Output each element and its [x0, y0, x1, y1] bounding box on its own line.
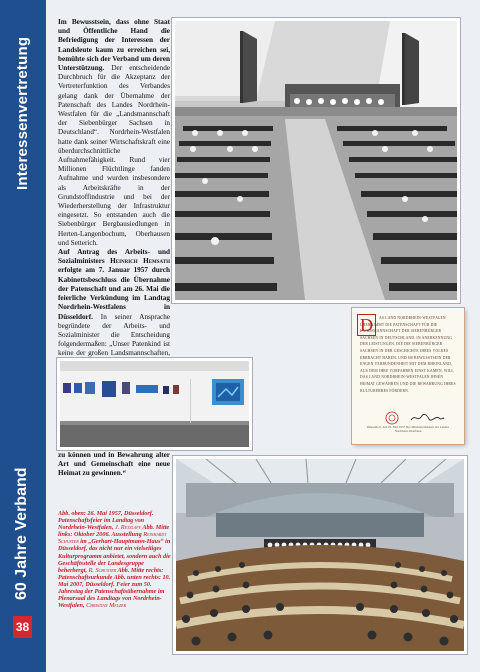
- section-title: Interessenvertretung: [14, 36, 31, 190]
- caption-segment: Reinhardt Schuster: [58, 531, 167, 546]
- article-text-segment: erfolgte am 7. Januar 1957 durch Kabinettsbeschluss die Übernahme der Patenschaft und am 26. Mai die feierliche Verkündung im Landtag Nordrhein-Westfalens in Düsseldorf.: [58, 266, 170, 321]
- photo-exhibition-2006: [57, 358, 252, 450]
- signature: [409, 413, 446, 423]
- document-footer: Düsseldorf, den 26. Mai 1957 Der Ministerpräsident des Landes Nordrhein-Westfalen: [367, 425, 449, 433]
- article-text-segment: Auf Antrag des Arbeits- und Sozialministers: [58, 248, 170, 266]
- photo-plenarsaal-2007: [173, 456, 467, 654]
- article-text-segment: Heinrich Hemsath: [110, 257, 170, 266]
- caption-segment: im „Gerhart-Hauptmann-Haus“ in Düsseldorf, das nicht nur ein vielseitiges Kulturprogramm anbietet, sondern auch die Geschäftsstelle der Landesgruppe beherbergt,: [58, 538, 171, 574]
- seal-icon: [385, 411, 399, 425]
- page-number: 38: [13, 616, 32, 638]
- caption-segment: Abb. oben: 26. Mai 1957, Düsseldorf. Patenschaftsfeier im Landtag von Nordrhein-Westfalen,: [58, 510, 154, 532]
- article-text-segment: Der entscheidende Durchbruch für die Akzeptanz der Vertreterfunktion des Verbandes gelang dank der Übernahme der Patenschaft des Landes Nordrhein-Westfalen für die „Landsmannschaft der Siebenbürger Sachsen in Deutschland“. Nordrhein-Westfalen hatte dank seiner Wirtschaftskraft eine überdurchschnittliche Aufnahmefähigkeit. Rund vier Millionen Flüchtlinge fanden Aufnahme und wurden insbesondere als Arbeitskräfte in der Grundstoffindustrie und bei der Wiederherstellung der Infrastruktur eingesetzt. So entstanden auch die Siebenbürger Bergbausiedlungen in Herten-Langenbochum, Oberhausen und Setterich.: [58, 64, 170, 247]
- series-title: 60 Jahre Verband: [13, 467, 30, 600]
- article-paragraph: [58, 18, 170, 248]
- image-caption: [58, 510, 172, 609]
- article-text-segment: zu können und in Bewahrung alter Art und Gemeinschaft eine neue Heimat zu gewinnen.“: [58, 450, 170, 477]
- patenschaftsurkunde: [352, 308, 464, 444]
- caption-segment: Abb. Mitte links: Oktober 2006. Ausstellung: [58, 524, 170, 539]
- caption-segment: Christian Melzer: [86, 602, 127, 610]
- caption-segment: J. Retzlaff: [114, 524, 142, 532]
- sidebar: [0, 0, 46, 672]
- document-text: AS LAND NORDRHEIN-WESTFALEN ÜBERNIMMT DIE PATENSCHAFT FÜR DIE LANDSMANNSCHAFT DER SIEBENBÜRGER SACHSEN IN DEUTSCHLAND. IN ANERKENNUNG DER LEISTUNGEN, DIE DIE SIEBENBÜRGER SACHSEN IN DER GESCHICHTE IHRES VOLKES ERBRACHT HABEN, UND IM BEWUSSTSEIN DER ENGEN VERBUNDENHEIT MIT DEM RHEINLAND, AUS DEM IHRE VORFAHREN EINST KAMEN, WILL DAS LAND NORDRHEIN-WESTFALEN IHNEN HEIMAT GEWÄHREN UND DIE BEWAHRUNG IHRES KULTURERBES FÖRDERN.: [360, 316, 456, 393]
- photo-landtag-1957: [172, 18, 460, 303]
- caption-segment: Abb. Mitte rechts: Patenschaftsurkunde Abb. unten rechts: 10. Mai 2007, Düsseldorf. Feier zum 50. Jahrestag der Patenschaftsübernahme im Plenarsaal des Landtags von Nordrhein-Westfalen,: [58, 566, 171, 610]
- article-text-segment: Im Bewusstsein, dass ohne Staat und Öffentliche Hand die Befriedigung der Interessen der Landsleute kaum zu erreichen sei, bemühte sich der Verband um deren Unterstützung.: [58, 18, 170, 73]
- article-text-segment: In seiner Ansprache begründete der Arbeits- und Sozialminister die Entscheidung folgendermaßen: „Unser Patenkind ist keine der großen Landsmannschaften,: [58, 312, 170, 358]
- document-initial: D: [357, 314, 376, 336]
- caption-segment: R. Schuster: [88, 566, 117, 574]
